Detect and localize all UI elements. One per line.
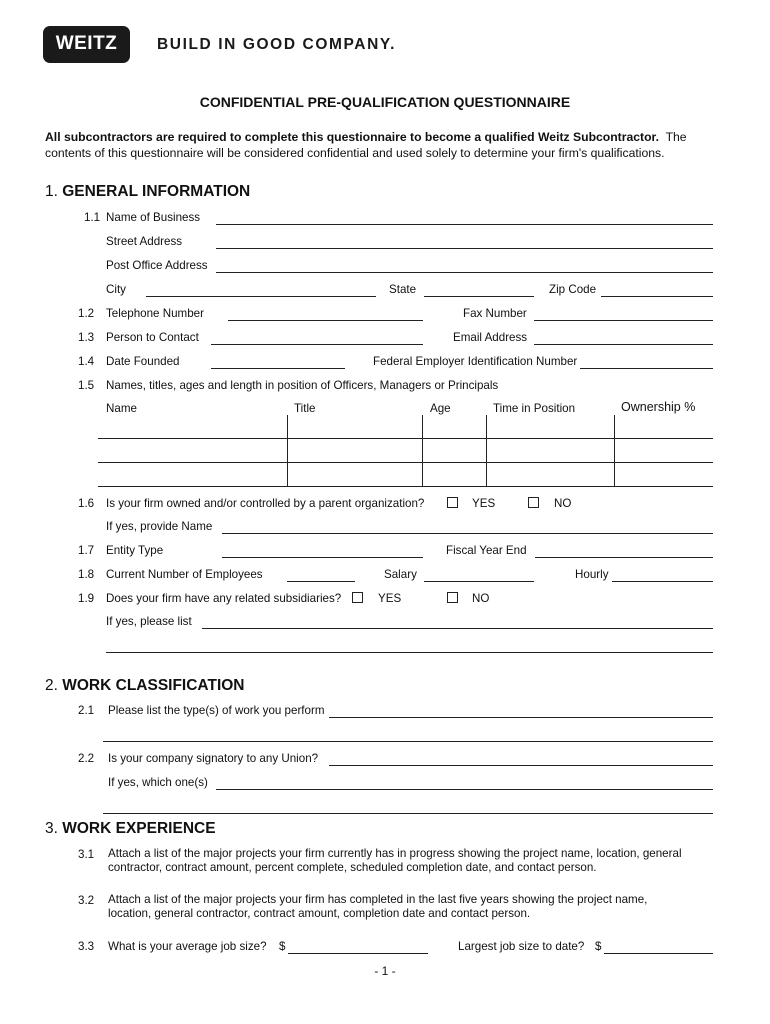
telephone-field[interactable] (228, 320, 423, 321)
weitz-logo (43, 26, 130, 63)
item-number: 1.2 (78, 307, 95, 320)
city-label: City (106, 283, 126, 296)
parent-org-label: Is your firm owned and/or controlled by a parent organization? (106, 497, 425, 510)
largest-job-field[interactable] (604, 953, 713, 954)
item-number: 1.3 (78, 331, 95, 344)
zip-label: Zip Code (549, 283, 597, 296)
work-types-field[interactable] (329, 717, 713, 718)
fax-label: Fax Number (463, 307, 527, 320)
zip-field[interactable] (601, 296, 713, 297)
item-number: 3.1 (78, 848, 95, 861)
officers-label: Names, titles, ages and length in position of Officers, Managers or Principals (106, 379, 499, 392)
table-row[interactable] (98, 486, 713, 487)
street-address-field[interactable] (216, 248, 713, 249)
subsidiaries-list-field[interactable] (202, 628, 713, 629)
union-field[interactable] (329, 765, 713, 766)
section-2-heading (45, 677, 245, 695)
subsidiaries-list-field-2[interactable] (106, 652, 713, 653)
intro-bold: All subcontractors are required to complete this questionnaire to become a qualified Weitz Subcontractor. (45, 130, 660, 144)
section-2-title: WORK CLASSIFICATION (62, 677, 245, 694)
salary-label: Salary (384, 568, 417, 581)
item-number: 1.6 (78, 497, 95, 510)
section-3-heading (45, 820, 216, 838)
item-number: 3.3 (78, 940, 95, 953)
employees-field[interactable] (287, 581, 355, 582)
avg-job-field[interactable] (288, 953, 428, 954)
telephone-label: Telephone Number (106, 307, 204, 320)
table-divider (486, 415, 487, 487)
intro-normal: The contents of this questionnaire will be considered confidential and used solely to determine your firm's qualifications. (45, 130, 687, 160)
fax-field[interactable] (534, 320, 713, 321)
section-1-number: 1. (45, 183, 58, 200)
section-1-title: GENERAL INFORMATION (62, 183, 251, 200)
table-divider (614, 415, 615, 487)
salary-field[interactable] (424, 581, 534, 582)
largest-job-dollar: $ (595, 940, 602, 953)
page-number: - 1 - (374, 964, 396, 978)
item-number: 1.4 (78, 355, 95, 368)
item-number: 3.2 (78, 894, 95, 907)
avg-job-dollar: $ (279, 940, 286, 953)
subsidiaries-no-label: NO (472, 592, 490, 605)
item-number: 2.2 (78, 752, 95, 765)
intro-paragraph (45, 129, 725, 161)
item-number: 1.8 (78, 568, 95, 581)
subsidiaries-label: Does your firm have any related subsidiaries? (106, 592, 342, 605)
parent-org-yes-checkbox[interactable] (447, 497, 458, 508)
subsidiaries-yes-label: YES (378, 592, 402, 605)
subsidiaries-yes-checkbox[interactable] (352, 592, 363, 603)
po-address-field[interactable] (216, 272, 713, 273)
fein-label: Federal Employer Identification Number (373, 355, 578, 368)
work-types-field-2[interactable] (103, 741, 713, 742)
fein-field[interactable] (580, 368, 713, 369)
union-label: Is your company signatory to any Union? (108, 752, 319, 765)
subsidiaries-no-checkbox[interactable] (447, 592, 458, 603)
street-address-label: Street Address (106, 235, 183, 248)
projects-in-progress-text: Attach a list of the major projects your firm currently has in progress showing the project name, location, general contractor, contract amount, percent complete, scheduled completion date, and contact person. (108, 847, 682, 874)
state-field[interactable] (424, 296, 534, 297)
date-founded-label: Date Founded (106, 355, 180, 368)
city-field[interactable] (146, 296, 376, 297)
item-number: 1.9 (78, 592, 95, 605)
logo-text: WEITZ (55, 33, 118, 54)
item-number: 2.1 (78, 704, 95, 717)
section-1-heading (45, 183, 250, 201)
entity-type-label: Entity Type (106, 544, 164, 557)
table-divider (422, 415, 423, 487)
section-3-number: 3. (45, 820, 58, 837)
person-contact-field[interactable] (211, 344, 423, 345)
col-name-header: Name (106, 402, 137, 415)
fiscal-year-label: Fiscal Year End (446, 544, 527, 557)
table-row[interactable] (98, 438, 713, 439)
col-age-header: Age (430, 402, 451, 415)
which-union-label: If yes, which one(s) (108, 776, 208, 789)
fiscal-year-field[interactable] (535, 557, 713, 558)
name-of-business-field[interactable] (216, 224, 713, 225)
table-row[interactable] (98, 462, 713, 463)
parent-org-no-label: NO (554, 497, 572, 510)
largest-job-label: Largest job size to date? (458, 940, 585, 953)
person-contact-label: Person to Contact (106, 331, 199, 344)
section-3-title: WORK EXPERIENCE (62, 820, 216, 837)
parent-org-yes-label: YES (472, 497, 496, 510)
which-union-field[interactable] (216, 789, 713, 790)
if-yes-list-label: If yes, please list (106, 615, 192, 628)
col-title-header: Title (294, 402, 316, 415)
email-field[interactable] (534, 344, 713, 345)
hourly-field[interactable] (612, 581, 713, 582)
po-address-label: Post Office Address (106, 259, 208, 272)
item-number: 1.5 (78, 379, 95, 392)
item-number: 1.7 (78, 544, 95, 557)
hourly-label: Hourly (575, 568, 609, 581)
avg-job-label: What is your average job size? (108, 940, 267, 953)
employees-label: Current Number of Employees (106, 568, 263, 581)
page-title: CONFIDENTIAL PRE-QUALIFICATION QUESTIONNAIRE (199, 94, 571, 110)
projects-completed-text: Attach a list of the major projects your firm has completed in the last five years showing the project name, location, general contractor, contract amount, completion date and contact person. (108, 893, 648, 920)
parent-name-field[interactable] (222, 533, 713, 534)
section-2-number: 2. (45, 677, 58, 694)
parent-org-no-checkbox[interactable] (528, 497, 539, 508)
col-ownership-header: Ownership % (621, 400, 696, 414)
which-union-field-2[interactable] (103, 813, 713, 814)
entity-type-field[interactable] (222, 557, 423, 558)
table-divider (287, 415, 288, 487)
name-of-business-label: Name of Business (106, 211, 201, 224)
if-yes-name-label: If yes, provide Name (106, 520, 213, 533)
tagline: BUILD IN GOOD COMPANY. (157, 36, 397, 53)
work-types-label: Please list the type(s) of work you perform (108, 704, 325, 717)
email-label: Email Address (453, 331, 528, 344)
col-time-header: Time in Position (493, 402, 576, 415)
item-number: 1.1 (84, 211, 101, 224)
state-label: State (389, 283, 417, 296)
date-founded-field[interactable] (211, 368, 345, 369)
